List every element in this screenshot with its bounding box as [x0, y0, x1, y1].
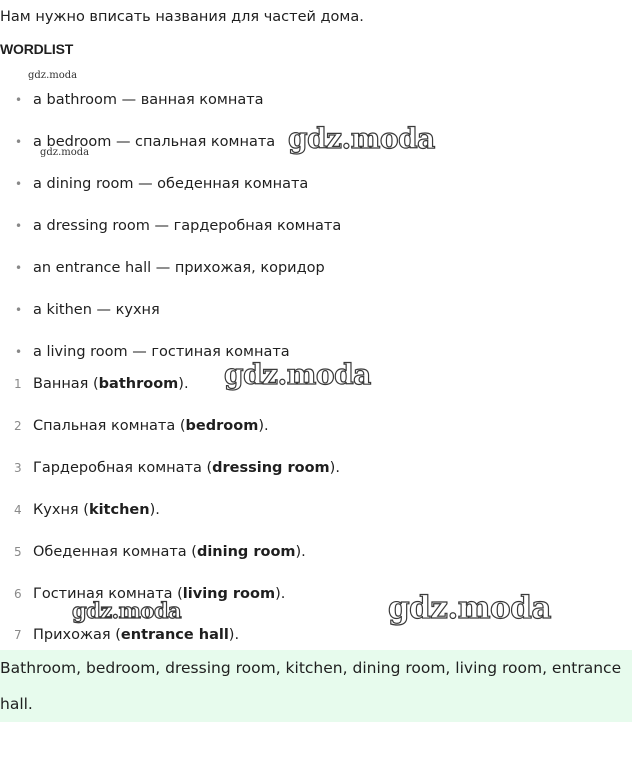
bullet-icon: •	[15, 261, 23, 275]
result-box: Bathroom, bedroom, dressing room, kitchen, dining room, living room, entrance hall.	[0, 650, 632, 722]
item-number: 1	[14, 377, 22, 391]
item-number: 7	[14, 628, 22, 642]
bullet-icon: •	[15, 177, 23, 191]
item-number: 2	[14, 419, 22, 433]
watermark: gdz.moda	[288, 122, 435, 155]
item-number: 4	[14, 503, 22, 517]
bullet-icon: •	[15, 135, 23, 149]
intro-text: Нам нужно вписать названия для частей дома.	[0, 9, 364, 25]
bullet-icon: •	[15, 93, 23, 107]
wordlist-heading: WORDLIST	[0, 41, 74, 57]
item-number: 5	[14, 545, 22, 559]
watermark: gdz.moda	[388, 590, 551, 626]
watermark: gdz.moda	[72, 598, 182, 623]
item-number: 3	[14, 461, 22, 475]
bullet-icon: •	[15, 345, 23, 359]
watermark-small: gdz.moda	[40, 147, 90, 158]
item-number: 6	[14, 587, 22, 601]
watermark-small: gdz.moda	[28, 70, 78, 81]
bullet-icon: •	[15, 219, 23, 233]
watermark: gdz.moda	[224, 358, 371, 391]
bullet-icon: •	[15, 303, 23, 317]
